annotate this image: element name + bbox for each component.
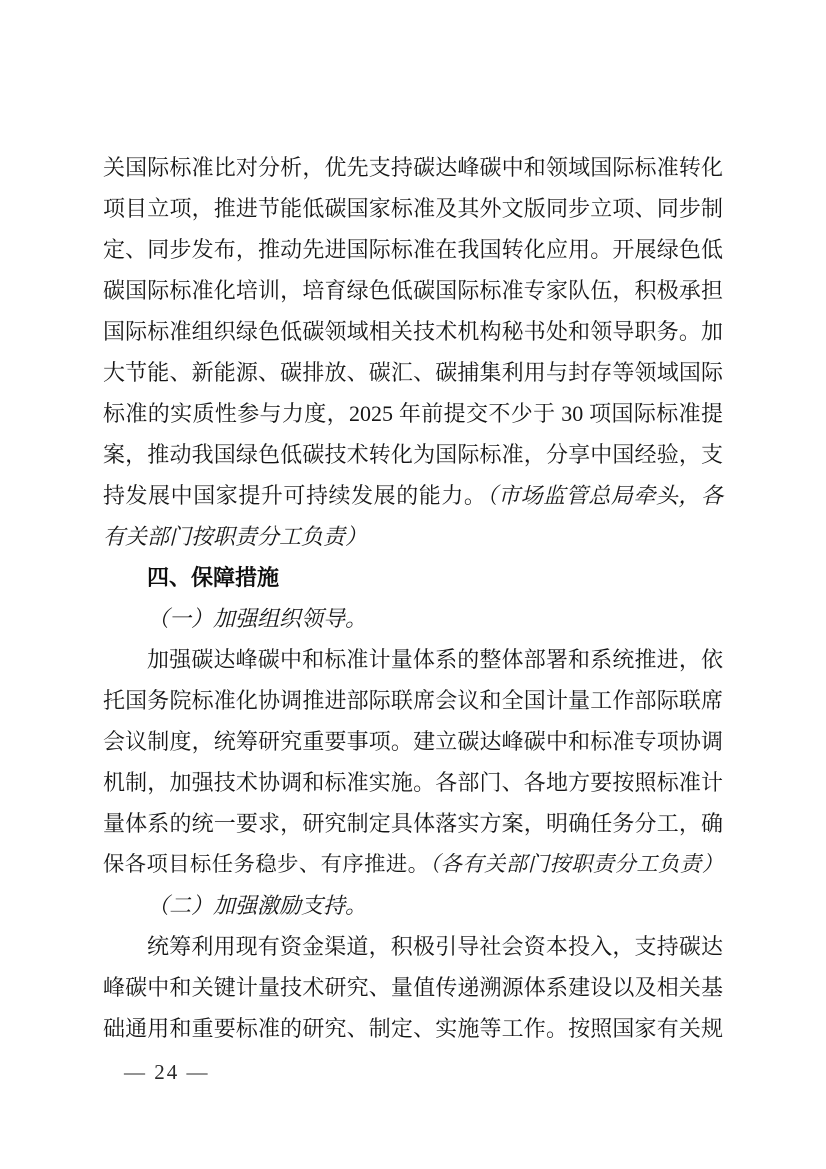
kaiti-text-segment: （市场监管总局牵头，各: [486, 483, 723, 508]
paragraph-line: [103, 188, 723, 229]
body-text-segment: 大节能、新能源、碳排放、碳汇、碳捕集利用与封存等领域国际: [103, 360, 723, 385]
body-text-segment: 关国际标准比对分析，优先支持碳达峰碳中和领域国际标准转化: [103, 155, 723, 180]
body-text-segment: 加强碳达峰碳中和标准计量体系的整体部署和系统推进，依: [147, 647, 723, 672]
paragraph-line: [103, 967, 723, 1008]
body-text-segment: 四、保障措施: [147, 565, 280, 590]
subsection-heading: [103, 598, 723, 639]
paragraph-line: [103, 926, 723, 967]
kaiti-text-segment: 有关部门按职责分工负责）: [103, 524, 368, 549]
body-text-segment: 项目立项，推进节能低碳国家标准及其外文版同步立项、同步制: [103, 196, 723, 221]
paragraph-line: [103, 680, 723, 721]
section-heading: [103, 557, 723, 598]
paragraph-line: [103, 844, 723, 885]
body-text-segment: 统筹利用现有资金渠道，积极引导社会资本投入，支持碳达: [147, 934, 723, 959]
body-text-segment: 峰碳中和关键计量技术研究、量值传递溯源体系建设以及相关基: [103, 975, 723, 1000]
body-text-segment: 碳国际标准化培训，培育绿色低碳国际标准专家队伍，积极承担: [103, 278, 723, 303]
body-text-segment: 持发展中国家提升可持续发展的能力。: [103, 483, 487, 508]
body-text-segment: 础通用和重要标准的研究、制定、实施等工作。按照国家有关规: [103, 1016, 723, 1041]
paragraph-line: [103, 229, 723, 270]
paragraph-line: [103, 147, 723, 188]
subsection-heading: [103, 885, 723, 926]
paragraph-line: [103, 639, 723, 680]
kaiti-text-segment: （一）加强组织领导。: [147, 606, 368, 631]
paragraph-line: [103, 311, 723, 352]
body-text-segment: 保各项目标任务稳步、有序推进。: [103, 852, 430, 876]
page-number: — 24 —: [124, 1060, 210, 1084]
body-text-segment: 托国务院标准化协调推进部际联席会议和全国计量工作部际联席: [103, 688, 723, 713]
paragraph-line: [103, 762, 723, 803]
body-text-segment: 标准的实质性参与力度，2025 年前提交不少于 30 项国际标准提: [103, 401, 723, 426]
paragraph-line: [103, 516, 723, 557]
kaiti-text-segment: （二）加强激励支持。: [147, 893, 368, 918]
body-text-segment: 国际标准组织绿色低碳领域相关技术机构秘书处和领导职务。加: [103, 319, 723, 344]
paragraph-line: [103, 1008, 723, 1049]
paragraph-line: [103, 352, 723, 393]
paragraph-line: [103, 270, 723, 311]
paragraph-line: [103, 434, 723, 475]
paragraph-line: [103, 393, 723, 434]
paragraph-line: [103, 721, 723, 762]
body-text-segment: 量体系的统一要求，研究制定具体落实方案，明确任务分工，确: [103, 811, 723, 836]
document-body: [103, 147, 723, 1049]
paragraph-line: [103, 475, 723, 516]
body-text-segment: 案，推动我国绿色低碳技术转化为国际标准，分享中国经验，支: [103, 442, 723, 467]
kaiti-text-segment: （各有关部门按职责分工负责）: [429, 852, 723, 876]
body-text-segment: 定、同步发布，推动先进国际标准在我国转化应用。开展绿色低: [103, 237, 723, 262]
body-text-segment: 会议制度，统筹研究重要事项。建立碳达峰碳中和标准专项协调: [103, 729, 723, 754]
paragraph-line: [103, 803, 723, 844]
body-text-segment: 机制，加强技术协调和标准实施。各部门、各地方要按照标准计: [103, 770, 723, 795]
